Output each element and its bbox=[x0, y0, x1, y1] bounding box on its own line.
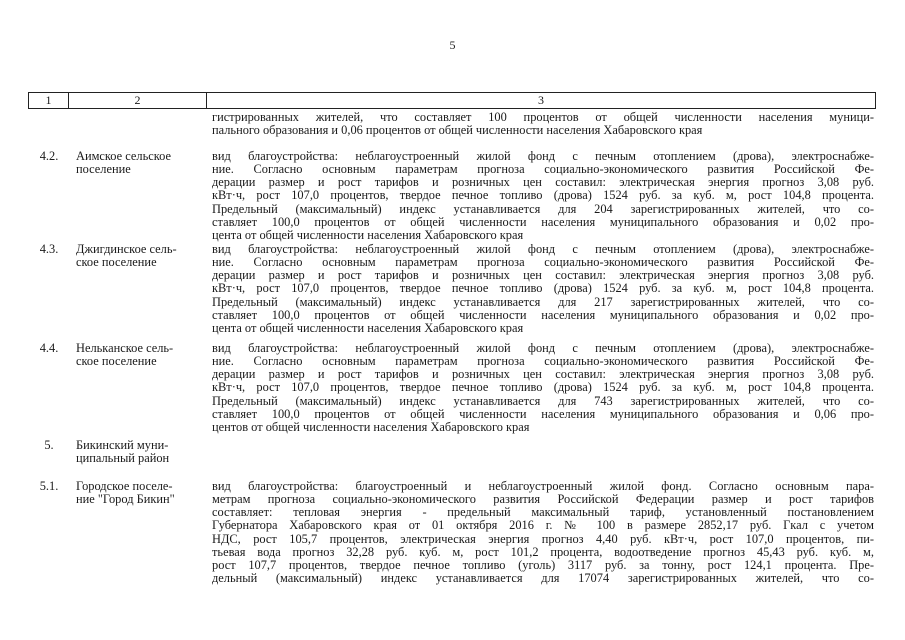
name-line: Городское поселе- bbox=[76, 479, 173, 493]
description-line: вид благоустройства: неблагоустроенный жилой фонд с печным отоплением (дрова), электроснабже- bbox=[212, 242, 874, 256]
name-line: ципальный район bbox=[76, 451, 170, 466]
description-line: ние. Согласно основным параметрам прогноза социально-экономического развития Российской Фе- bbox=[212, 255, 874, 270]
entry-name bbox=[76, 439, 204, 465]
entry-name bbox=[76, 243, 204, 269]
name-line: Джигдинское сель- bbox=[76, 242, 177, 256]
description-line: ние. Согласно основным параметрам прогноза социально-экономического развития Российской Фе- bbox=[212, 162, 874, 177]
description-line: рост 107,7 процентов, твердое печное топливо (уголь) 3117 руб. за тонну, рост 124,1 процента. Пре- bbox=[212, 557, 874, 572]
description-line: вид благоустройства: неблагоустроенный жилой фонд с печным отоплением (дрова), электроснабже- bbox=[212, 149, 874, 163]
name-line: Бикинский муни- bbox=[76, 438, 169, 452]
entry-name bbox=[76, 480, 204, 506]
description-line: кВт·ч, рост 107,0 процентов, твердое печное топливо (дрова) 1524 руб. за куб. м, рост 104,8 процента. bbox=[212, 188, 874, 203]
entry-number: 5.1. bbox=[39, 479, 59, 493]
description-line: ние. Согласно основным параметрам прогноза социально-экономического развития Российской Фе- bbox=[212, 354, 874, 369]
name-line: ское поселение bbox=[76, 354, 157, 369]
page-number: 5 bbox=[449, 38, 456, 52]
description-line: метрам прогноза социально-экономического развития Российской Федерации размер и рост тарифов bbox=[212, 492, 874, 507]
description-line: тьевая вода прогноз 32,28 руб. куб. м, рост 101,2 процента, водоотведение прогноз 45,43 руб. куб. м, bbox=[212, 544, 874, 559]
description-line: Губернатора Хабаровского края от 01 октября 2016 г. № 100 в размере 2852,17 руб. Гкал с учетом bbox=[212, 518, 874, 533]
description-line: дельный (максимальный) индекс устанавливается для 17074 зарегистрированных жителей, что со- bbox=[212, 571, 874, 586]
entry-name bbox=[76, 150, 204, 176]
description-line: Предельный (максимальный) индекс устанавливается для 217 зарегистрированных жителей, что со- bbox=[212, 294, 874, 309]
name-line: Нельканское сель- bbox=[76, 341, 174, 355]
description-line: дерации размер и рост тарифов и розничных цен составил: электрическая энергия прогноз 3,08 руб. bbox=[212, 367, 874, 382]
entry-name bbox=[76, 342, 204, 368]
description-line: цента от общей численности населения Хабаровского края bbox=[212, 320, 524, 335]
description-line: ставляет 100,0 процентов от общей численности населения муниципального образования и 0,02 про- bbox=[212, 307, 874, 322]
description-line: Предельный (максимальный) индекс устанавливается для 743 зарегистрированных жителей, что со- bbox=[212, 393, 874, 408]
description-line: центов от общей численности населения Хабаровского края bbox=[212, 419, 530, 434]
description-line: кВт·ч, рост 107,0 процентов, твердое печное топливо (дрова) 1524 руб. за куб. м, рост 104,8 процента. bbox=[212, 380, 874, 395]
column-header-2: 2 bbox=[69, 93, 207, 108]
description-line: пального образования и 0,06 процентов от общей численности населения Хабаровского края bbox=[212, 123, 703, 138]
entry-number: 4.3. bbox=[39, 242, 59, 256]
description-line: цента от общей численности населения Хабаровского края bbox=[212, 227, 524, 242]
entry-number: 4.2. bbox=[39, 149, 59, 163]
entry-number: 5. bbox=[44, 438, 54, 452]
description-line: ставляет 100,0 процентов от общей численности населения муниципального образования и 0,06 про- bbox=[212, 406, 874, 421]
entry-description bbox=[212, 150, 874, 242]
name-line: ние "Город Бикин" bbox=[76, 492, 175, 507]
description-line: вид благоустройства: неблагоустроенный жилой фонд с печным отоплением (дрова), электроснабже- bbox=[212, 341, 874, 355]
entry-description bbox=[212, 480, 874, 585]
name-line: ское поселение bbox=[76, 255, 157, 270]
description-line: ставляет 100,0 процентов от общей численности населения муниципального образования и 0,02 про- bbox=[212, 214, 874, 229]
description-line: кВт·ч, рост 107,0 процентов, твердое печное топливо (дрова) 1524 руб. за куб. м, рост 104,8 процента. bbox=[212, 281, 874, 296]
name-line: Аимское сельское bbox=[76, 149, 171, 163]
entry-number: 4.4. bbox=[39, 341, 59, 355]
description-line: гистрированных жителей, что составляет 100 процентов от общей численности населения муници- bbox=[212, 110, 874, 124]
description-line: составляет: тепловая энергия - предельный максимальный тариф, установленный постановлением bbox=[212, 505, 874, 520]
column-header-1: 1 bbox=[29, 93, 69, 108]
description-line: НДС, рост 105,7 процентов, электрическая энергия прогноз 4,40 руб. кВт·ч, рост 107,0 процентов, пи- bbox=[212, 531, 874, 546]
table-header-row bbox=[28, 92, 876, 109]
entry-description bbox=[212, 342, 874, 434]
column-header-3: 3 bbox=[538, 93, 544, 107]
name-line: поселение bbox=[76, 162, 131, 177]
description-line: дерации размер и рост тарифов и розничных цен составил: электрическая энергия прогноз 3,08 руб. bbox=[212, 175, 874, 190]
description-line: дерации размер и рост тарифов и розничных цен составил: электрическая энергия прогноз 3,08 руб. bbox=[212, 268, 874, 283]
description-line: вид благоустройства: благоустроенный и неблагоустроенный жилой фонд. Согласно основным пара- bbox=[212, 479, 874, 493]
description-line: Предельный (максимальный) индекс устанавливается для 204 зарегистрированных жителей, что со- bbox=[212, 201, 874, 216]
entry-description bbox=[212, 111, 874, 137]
entry-description bbox=[212, 243, 874, 335]
